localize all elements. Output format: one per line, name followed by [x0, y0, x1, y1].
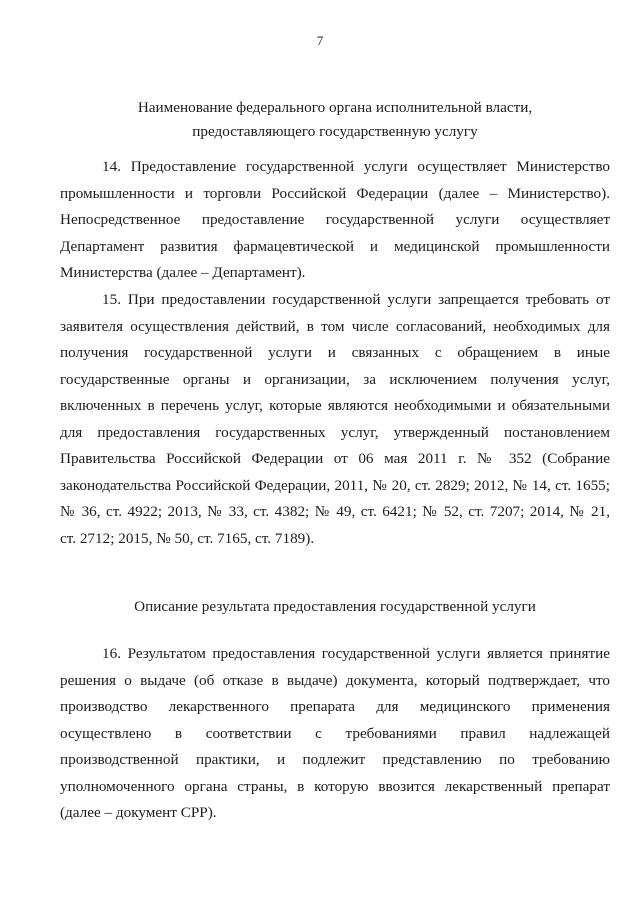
paragraph-line: промышленности и торговли Российской Федерации (далее – Министерство).: [60, 184, 610, 202]
paragraph-line: (далее – документ CPP).: [60, 804, 217, 821]
section-heading-federal-authority: [60, 96, 610, 144]
paragraph-line: производство лекарственного препарата для медицинского применения: [60, 698, 610, 715]
paragraph-16: [60, 641, 610, 827]
paragraph-line: получения государственной услуги и связанных с обращением в иные: [60, 344, 610, 361]
heading-line: Описание результата предоставления государственной услуги: [134, 598, 536, 615]
paragraph-line: для предоставления государственных услуг, утвержденный постановлением: [60, 423, 610, 441]
paragraph-line: Департамент развития фармацевтической и медицинской промышленности: [60, 237, 610, 255]
paragraph-15: [60, 287, 610, 552]
paragraph-line: ст. 2712; 2015, № 50, ст. 7165, ст. 7189).: [60, 529, 315, 547]
paragraph-line: 15. При предоставлении государственной услуги запрещается требовать от: [102, 291, 610, 308]
paragraph-line: заявителя осуществления действий, в том числе согласований, необходимых для: [60, 317, 610, 335]
paragraph-line: Министерства (далее – Департамент).: [60, 264, 306, 281]
paragraph-line: производственной практики, и подлежит представлению по требованию: [60, 751, 610, 768]
paragraph-14: [60, 154, 610, 287]
heading-line: предоставляющего государственную услугу: [192, 123, 478, 140]
paragraph-line: уполномоченного органа страны, в которую ввозится лекарственный препарат: [60, 777, 610, 795]
paragraph-line: 14. Предоставление государственной услуги осуществляет Министерство: [102, 158, 610, 175]
paragraph-line: Непосредственное предоставление государственной услуги осуществляет: [60, 211, 610, 228]
paragraph-line: включенных в перечень услуг, которые являются необходимыми и обязательными: [60, 397, 610, 414]
section-heading-result-description: [60, 595, 610, 619]
paragraph-line: 16. Результатом предоставления государственной услуги является принятие: [102, 645, 610, 662]
paragraph-line: решения о выдаче (об отказе в выдаче) документа, который подтверждает, что: [60, 671, 610, 689]
paragraph-line: осуществлено в соответствии с требованиями правил надлежащей: [60, 724, 610, 742]
paragraph-line: № 36, ст. 4922; 2013, № 33, ст. 4382; № 49, ст. 6421; № 52, ст. 7207; 2014, № 21,: [60, 503, 610, 520]
heading-line: Наименование федерального органа исполнительной власти,: [137, 99, 533, 116]
paragraph-line: государственные органы и организации, за исключением получения услуг,: [60, 370, 610, 388]
paragraph-line: законодательства Российской Федерации, 2011, № 20, ст. 2829; 2012, № 14, ст. 1655;: [60, 476, 610, 494]
page-number: 7: [316, 33, 324, 48]
paragraph-line: Правительства Российской Федерации от 06 мая 2011 г. № 352 (Собрание: [60, 450, 610, 467]
